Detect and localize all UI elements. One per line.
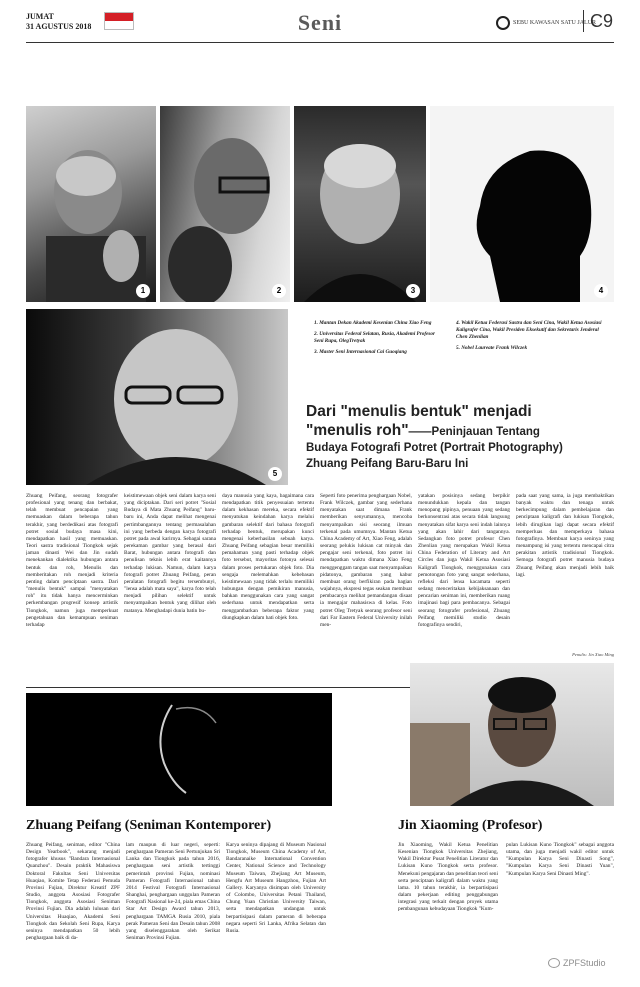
profile-zhuang-column-3: Karya seninya dipajang di Museum Nasional Tiongkok, Museum China Academy of Art, Bandaranaike International Convention Center, National Science and Technology Museum Taiwan, Zhejiang Art Museum, Hengfu Art Museum Hangzhou, Fujian Art Gallery. Karyanya disimpan oleh University of Colombo, Universitas Petani Thailand, Chung Yuan Christian University Taiwan, serta mendapatkan undangan untuk berpartisipasi dalam pameran di beberapa negara seperti Sri Lanka, Afrika Selatan dan Rusia. bbox=[226, 842, 326, 934]
portrait-jin-xiaoming bbox=[410, 663, 614, 806]
profile-heading-zhuang: Zhuang Peifang (Seniman Kontemporer) bbox=[26, 818, 272, 833]
portrait-frank-wilczek bbox=[26, 309, 288, 485]
article-column-2: keistimewaan objek seni dalam karya seni yang diciptakan. Dari seri potret "Sosial Budaya di Mata Zhuang Peifang" baru-baru ini, Anda dapat melihat mengenai pertimbangannya tentang permasalahan ini yang berbeda dengan karya fotografi potret pada awal karirnya. Sebagai sarana perekaman gambar yang berasal dari Barat, hubungan antara fotografi dan penulisan teknis lebih erat kaitannya terhadap lukisan. Namun, dalam karya fotografi potret Zhuang Peifang, peran peralatan fotografi begitu tersembunyi, "lensa adalah mata saya", karya foto telah menjadi pilihan selektif untuk menyampaikan bentuk yang dilihat oleh matanya. Menghadapi dunia batin bu- bbox=[124, 493, 216, 614]
caption-4: 4. Wakil Ketua Federasi Sastra dan Seni Cina, Wakil Ketua Asosiasi Kaligrafer Cina, Wakil Presiden Eksekutif dan Sekretaris Jenderal Chen Zhenlian bbox=[456, 320, 602, 340]
belt-road-logo bbox=[496, 16, 596, 30]
caption-5: 5. Nobel Laureate Frank Wilczek bbox=[456, 345, 528, 351]
caption-2: 2. Universitas Federal Selatan, Rusia, Akademi Profesor Seni Rupa, OlegTretyak bbox=[314, 331, 435, 344]
profile-jin-column-2: pulan Lukisan Kuno Tiongkok" sebagai anggota utama, dan juga menjadi wakil editor untuk "Kumpulan Karya Seni Dinasti Song", "Kumpulan Karya Seni Dinasti Yuan", "Kumpulan Karya Seni Dinasti Ming". bbox=[506, 842, 614, 877]
caption-list-right bbox=[456, 320, 606, 356]
logo-text: SEBU KAWASAN SATU JALUR bbox=[513, 20, 597, 26]
caption-3: 3. Master Seni Internasional Cai Guoqiang bbox=[314, 349, 407, 355]
article-column-6: pada saat yang sama, ia juga membaktikan banyak waktu dan tenaga untuk berkecimpung dalam pembelajaran dan penciptaan kaligrafi dan lukisan Tiongkok, lebih dirugikan lagi dapat secara efektif memperluas dan memperkaya bahasa fotografinya. Membuat karya seninya yang menampung isi yang tertentu mencapai citra perakitan artistik tradisional Tiongkok. Semoga fotografi potret manusia budaya Zhuang Peifang akan menjadi lebih baik lagi. bbox=[516, 493, 614, 578]
profile-zhuang-column-2: lam maupun di luar negeri, seperti: penghargaan Pameran Seni Pertunjukan Sri Lanka dan Tiongkok pada tahun 2016, penghargaan seni artistik tertinggi pemerintah provinsi Fujian, nominasi Pameran Fotografi Internasional tahun 2014 Festival Fotografi Internasional Shanghai, penghargaan unggulan Pameran Fotografi Nasional ke-24, piala emas China Star Art Design Award tahun 2013, penghargaan TAMGA Rusia 2010, piala perak Pameran Seni dan Desain tahun 2008 yang diselenggarakan oleh Serikat Seniman Provinsi Fujian. bbox=[126, 842, 220, 942]
caption-list-left bbox=[314, 320, 436, 360]
author-credit: Penulis: Jin Xiao Ming bbox=[572, 652, 614, 657]
header-rule bbox=[26, 42, 614, 43]
photo-number-5: 5 bbox=[268, 467, 282, 481]
photo-number-3: 3 bbox=[406, 284, 420, 298]
page-number: C9 bbox=[583, 10, 613, 32]
photo-number-4: 4 bbox=[594, 284, 608, 298]
headline-line-4: Zhuang Peifang Baru-Baru Ini bbox=[306, 458, 469, 470]
photo-number-1: 1 bbox=[136, 284, 150, 298]
headline-line-3: Budaya Fotografi Potret (Portrait Photography) bbox=[306, 442, 563, 454]
portrait-xiao-feng bbox=[26, 106, 156, 302]
watermark-text: ZPFStudio bbox=[563, 958, 606, 968]
article-column-4: Seperti foto penerima penghargaan Nobel, Frank Wilczek, gambar yang sederhana menyatakan saat dimana Frank memberikan senyumannya, mencoba menyampaikan sisi seorang ilmuan terkenal pada umumnya. Mantan Ketua China Academy of Art, Xiao Feng, adalah seorang pelukis lukisan cat minyak dan pengajar seni terkenal, foto potret ini mendapatkan waktu dimana Xiao Feng menggenggam tangan saat menyampaikan pidatonya, gambaran yang kabur membuat orang berfikiran pada bagian wajahnya, ekspresi tegas seakan membuat pembacanya melihat pemandangan disaat ia mengajar mahasiswa di kelas. Foto potret Oleg Tretyak seorang profesor seni dari Far Eastern Federal University inilah men- bbox=[320, 493, 412, 628]
profile-jin-column-1: Jin Xiaoming, Wakil Ketua Penelitian Kesenian Tiongkok Universitas Zhejiang, Wakil Direktur Pusat Penelitian Literatur dan Lukisan Kuno Tiongkok serta profesor. Menekuni pengajaran dan penelitian teori seni serta penciptaan kaligrafi dalam waktu yang lama. 10 tahun terakhir, ia berpartisipasi dalam pekerjaan editing penggabungan integrasi yang terkait dengan proyek utama pembangunan kebudayaan Tiongkok "Kum- bbox=[398, 842, 498, 913]
article-column-3: daya manusia yang kaya, bagaimana cara mendapatkan titik penyesuaian tertentu dalam kekhasan mereka, secara efektif menyatukan keindahan karya melalui gambaran selektif dari bahasa fotografi terhadap bentuk, merupakan kunci mengenai keberhasilan sebuah karya. Zhuang Peifang sebagian besar memiliki pemahaman yang pasti terhadap objek foto tersebut, mayoritas fotonya selesai dalam proses pertukaran objek foto. Dia sengaja melemahkan kebebasan keistimewaan yang tidak terlalu memiliki hubungan dengan pemikiran manusia, bahkan menggunakan cara yang sangat sederhana untuk mendapatkan serta menggambarkan beberapa faktor yang diungkapkan dalam hati objek foto. bbox=[222, 493, 314, 621]
profile-heading-jin: Jin Xiaoming (Profesor) bbox=[398, 818, 543, 833]
issue-day: JUMAT bbox=[26, 12, 54, 21]
wechat-icon bbox=[548, 958, 560, 968]
portrait-oleg-tretyak bbox=[160, 106, 290, 302]
headline-line-2: "menulis roh" bbox=[306, 422, 409, 439]
portrait-cai-guoqiang bbox=[294, 106, 426, 302]
caption-1: 1. Mantan Dekan Akademi Kesenian China Xiao Feng bbox=[314, 320, 432, 326]
photo-number-2: 2 bbox=[272, 284, 286, 298]
portrait-zhuang-peifang bbox=[26, 693, 332, 806]
headline-subtitle: ——Peninjauan Tentang bbox=[408, 426, 540, 438]
section-title: Seni bbox=[297, 10, 343, 35]
headline-line-1: Dari "menulis bentuk" menjadi bbox=[306, 403, 532, 420]
article-column-1: Zhuang Peifang, seorang fotografer profesional yang tenang dan berbakat, telah membuat pencapaian yang memuaskan dalam beberapa tahun terakhir, yang berdedikasi atas fotografi potret sosial budaya masa kini, mendapatkan hasil yang memuaskan. Teori sastra tradisional Tiongkok sejak jaman dinasti Wei dan Jin sudah menekankan dialektika hubungan antara bentuk dan roh, Menulis dan memberitakan roh menjadi kriteria penting dalam penciptaan sastra. Dari "menulis bentuk" sampai "menyatakan roh" itu tidak hanya mencerminkan perkembangan progresif konsep artistik Tiongkok, namun juga memperkuat pengetahuan dan kemampuan seniman terhadap bbox=[26, 493, 118, 628]
article-column-5: yatakan posisinya sedang berpikir menundukkan kepala dan tangan menopang pipinya, penuaan yang sedang berkonsentrasi atas secara tidak langsung menyatakan sifat karya seni indah lainnya yang akan lahir dari tangannya. Sedangkan foto potret profesor Chen Zhenlian yang merupakan Wakil Ketua China Federation of Literary and Art Circles dan juga Wakil Ketua Asosiasi Kaligrafi Tiongkok, menggunakan cara pemotongan foto yang sangat sederhana, refleksi dari lensa kacamata seperti sedang menceritakan kebijaksanaan dan pencarian seniman ini, memberikan ruang imajinasi bagi para pembacanya. Sebagai seorang fotografer profesional, Zhuang Peifang memiliki studio desain fotografinya sendiri, bbox=[418, 493, 510, 628]
logo-icon bbox=[496, 16, 510, 30]
portrait-chen-zhenlian bbox=[430, 106, 614, 302]
profile-zhuang-column-1: Zhuang Peifang, seniman, editor "China Design Yearbook", sekarang menjadi fotografer khusus "Bandara Internasional Quanzhou". Desain praktik Mahasiswa Doktoral Fakultas Seni Universitas Huaqiao, Komite Tetap Federasi Pemuda Provinsi Fujian, Direktur Kreatif ZPF Studio, anggota Asosiasi Fotografer Tiongkok, anggota Asosiasi Seniman Provinsi Fujian. Dia adalah lulusan dari Universitas Huaqiao, Akademi Seni Tiongkok dan Sekolah Seni Rupa, Karya seninya mendapatkan 50 lebih penghargaan baik di da- bbox=[26, 842, 120, 942]
article-headline bbox=[306, 402, 614, 472]
studio-watermark bbox=[548, 958, 606, 968]
issue-date-text: 31 AGUSTUS 2018 bbox=[26, 22, 92, 31]
